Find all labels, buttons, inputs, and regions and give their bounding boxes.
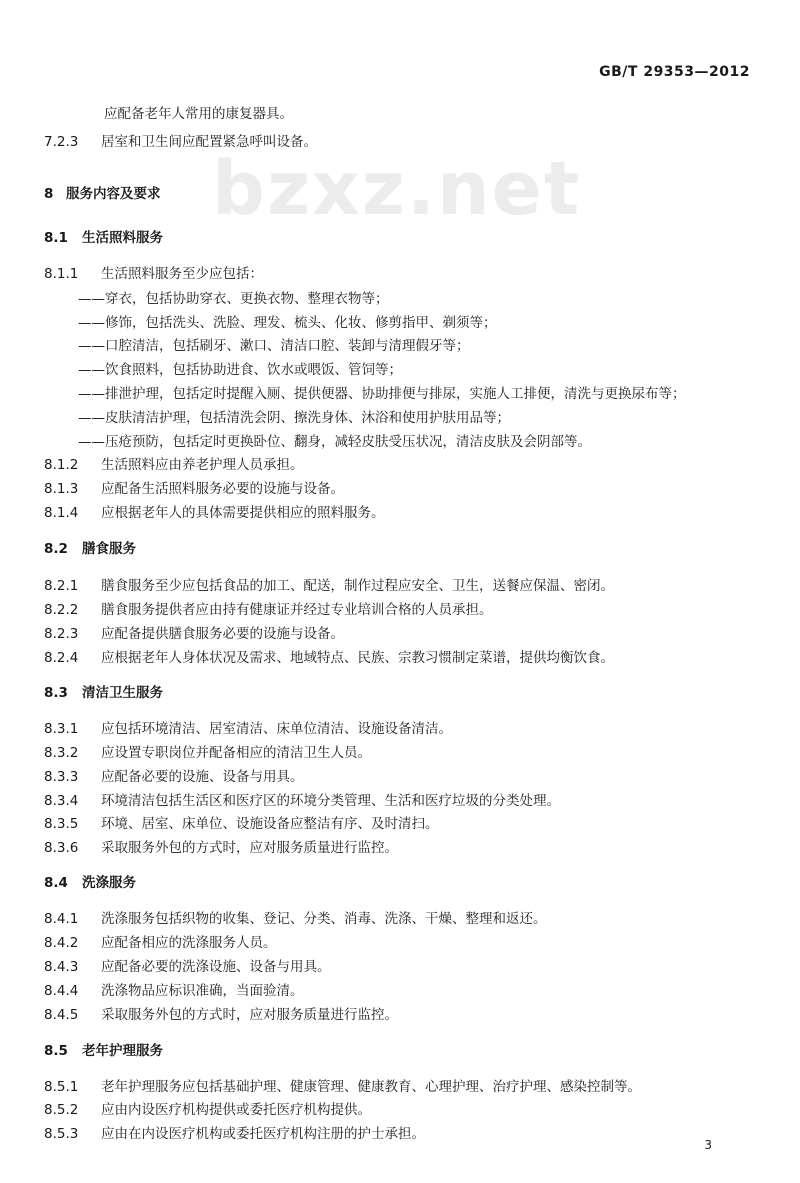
clause-text: 应配备提供膳食服务必要的设施与设备。 [101, 626, 344, 642]
clause-number: 8.3.6 [44, 840, 79, 856]
standard-number: GB/T 29353—2012 [599, 64, 750, 80]
page-number: 3 [704, 1138, 712, 1152]
clause-text: ——饮食照料，包括协助进食、饮水或喂饭、管饲等； [78, 362, 402, 378]
clause-text: 应配备必要的洗涤设施、设备与用具。 [101, 959, 331, 975]
clause-number: 8.2 [44, 541, 68, 557]
clause-text: 采取服务外包的方式时，应对服务质量进行监控。 [101, 840, 398, 856]
clause-text: 应由内设医疗机构提供或委托医疗机构提供。 [101, 1102, 371, 1118]
clause-text: 生活照料应由养老护理人员承担。 [101, 457, 304, 473]
clause-number: 7.2.3 [44, 134, 79, 150]
clause-number: 8.3 [44, 685, 68, 701]
clause-number: 8.2.1 [44, 578, 79, 594]
clause-text: 居室和卫生间应配置紧急呼叫设备。 [101, 134, 317, 150]
clause-text: 洗涤物品应标识准确，当面验清。 [101, 983, 304, 999]
clause-number: 8.2.4 [44, 650, 79, 666]
watermark-text: bzxz.net [212, 146, 582, 232]
clause-text: 应根据老年人身体状况及需求、地域特点、民族、宗教习惯制定菜谱，提供均衡饮食。 [101, 650, 614, 666]
clause-text: ——排泄护理，包括定时提醒入厕、提供便器、协助排便与排尿，实施人工排便，清洗与更换尿布等； [78, 386, 686, 402]
clause-number: 8.1.2 [44, 457, 79, 473]
clause-text: 膳食服务至少应包括食品的加工、配送，制作过程应安全、卫生，送餐应保温、密闭。 [101, 578, 614, 594]
clause-number: 8.4.3 [44, 959, 79, 975]
clause-text: ——压疮预防，包括定时更换卧位、翻身，减轻皮肤受压状况，清洁皮肤及会阴部等。 [78, 434, 591, 450]
section-title: 老年护理服务 [82, 1043, 163, 1059]
clause-text: 应配备必要的设施、设备与用具。 [101, 769, 304, 785]
section-title: 生活照料服务 [82, 230, 163, 246]
clause-number: 8.3.4 [44, 793, 79, 809]
clause-number: 8.1.4 [44, 505, 79, 521]
clause-text: 应配备相应的洗涤服务人员。 [101, 935, 277, 951]
clause-number: 8.4 [44, 875, 68, 891]
clause-number: 8.1.3 [44, 481, 79, 497]
clause-number: 8.1.1 [44, 266, 79, 282]
clause-text: 环境、居室、床单位、设施设备应整洁有序、及时清扫。 [101, 816, 439, 832]
clause-number: 8.5 [44, 1043, 68, 1059]
clause-text: 应设置专职岗位并配备相应的清洁卫生人员。 [101, 745, 371, 761]
clause-text: 应配备生活照料服务必要的设施与设备。 [101, 481, 344, 497]
clause-number: 8.4.1 [44, 911, 79, 927]
section-title: 清洁卫生服务 [82, 685, 163, 701]
clause-number: 8.2.3 [44, 626, 79, 642]
section-title: 洗涤服务 [82, 875, 136, 891]
clause-text: ——口腔清洁，包括刷牙、漱口、清洁口腔、装卸与清理假牙等； [78, 338, 470, 354]
clause-text: 老年护理服务应包括基础护理、健康管理、健康教育、心理护理、治疗护理、感染控制等。 [101, 1079, 641, 1095]
clause-text: 应由在内设医疗机构或委托医疗机构注册的护士承担。 [101, 1126, 425, 1142]
clause-number: 8.1 [44, 230, 68, 246]
clause-text: 膳食服务提供者应由持有健康证并经过专业培训合格的人员承担。 [101, 602, 493, 618]
clause-text: 采取服务外包的方式时，应对服务质量进行监控。 [101, 1007, 398, 1023]
clause-text: ——皮肤清洁护理，包括清洗会阴、擦洗身体、沐浴和使用护肤用品等； [78, 410, 510, 426]
clause-text: 生活照料服务至少应包括： [101, 266, 263, 282]
clause-number: 8.2.2 [44, 602, 79, 618]
clause-number: 8.3.3 [44, 769, 79, 785]
clause-number: 8.4.5 [44, 1007, 79, 1023]
clause-text: 环境清洁包括生活区和医疗区的环境分类管理、生活和医疗垃圾的分类处理。 [101, 793, 560, 809]
clause-number: 8.4.2 [44, 935, 79, 951]
clause-number: 8.3.1 [44, 721, 79, 737]
clause-number: 8.3.2 [44, 745, 79, 761]
clause-number: 8.5.1 [44, 1079, 79, 1095]
section-title: 膳食服务 [82, 541, 136, 557]
clause-text: 应根据老年人的具体需要提供相应的照料服务。 [101, 505, 385, 521]
clause-number: 8 [44, 186, 54, 202]
clause-number: 8.3.5 [44, 816, 79, 832]
clause-text: ——修饰，包括洗头、洗脸、理发、梳头、化妆、修剪指甲、剃须等； [78, 315, 497, 331]
clause-number: 8.4.4 [44, 983, 79, 999]
clause-text: 应配备老年人常用的康复器具。 [104, 106, 293, 122]
clause-number: 8.5.3 [44, 1126, 79, 1142]
clause-text: 洗涤服务包括织物的收集、登记、分类、消毒、洗涤、干燥、整理和返还。 [101, 911, 547, 927]
clause-text: 应包括环境清洁、居室清洁、床单位清洁、设施设备清洁。 [101, 721, 452, 737]
clause-text: ——穿衣，包括协助穿衣、更换衣物、整理衣物等； [78, 291, 389, 307]
section-title: 服务内容及要求 [66, 186, 161, 202]
clause-number: 8.5.2 [44, 1102, 79, 1118]
